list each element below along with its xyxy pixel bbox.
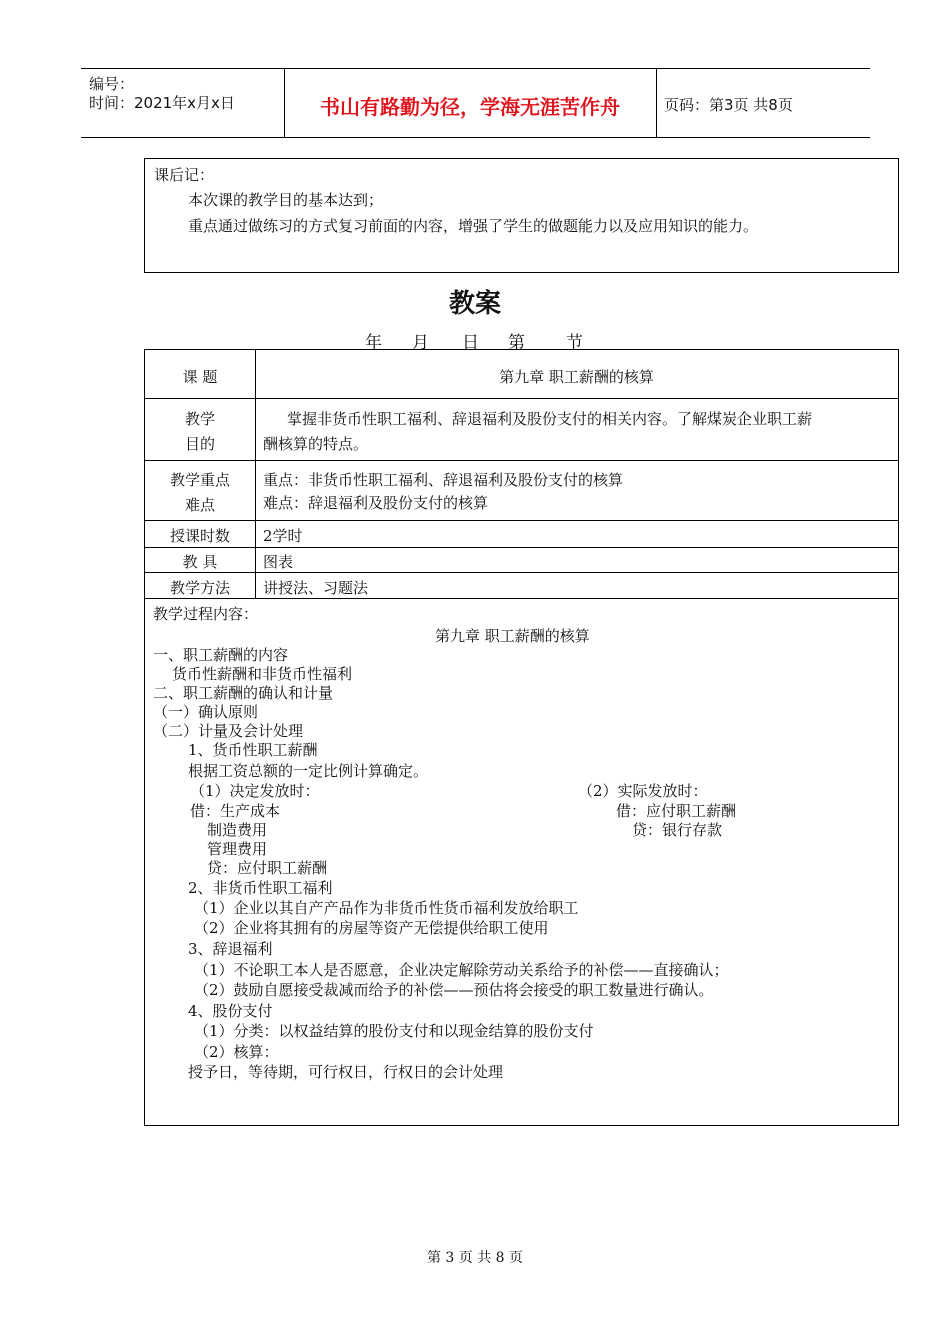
date-period: 第 [508,333,525,353]
point-1: 1、货币性职工薪酬 [188,741,318,759]
point-1c-right: 借：应付职工薪酬 [616,802,737,820]
page-header [81,68,870,138]
point-1c-left: 借：生产成本 [190,802,281,820]
point-1b-left: （1）决定发放时： [190,782,320,800]
point-4c: 授予日，等待期，可行权日，行权日的会计处理 [188,1063,504,1081]
point-1f: 贷：应付职工薪酬 [207,859,328,877]
header-meta-cell [81,69,285,137]
date-year: 年 [365,333,382,353]
topic-value: 第九章 职工薪酬的核算 [499,368,654,386]
point-1e: 管理费用 [207,840,268,858]
point-1d-right: 贷：银行存款 [632,821,723,839]
key-label-2: 难点 [184,496,215,514]
goal-line-1: 掌握非货币性职工福利、辞退福利及股份支付的相关内容。了解煤炭企业职工薪 [287,410,813,428]
point-4a: （1）分类：以权益结算的股份支付和以现金结算的股份支付 [194,1022,594,1040]
tools-value: 图表 [263,553,294,571]
tools-label: 教 具 [182,553,218,571]
section-1a: 货币性薪酬和非货币性福利 [172,665,353,683]
page-info: 页码：第3页 共8页 [664,96,793,114]
method-label: 教学方法 [169,579,230,597]
page-footer: 第 3 页 共 8 页 [426,1250,524,1266]
point-3: 3、辞退福利 [188,940,273,958]
point-1b-right: （2）实际发放时： [578,782,708,800]
point-3a: （1）不论职工本人是否愿意，企业决定解除劳动关系给予的补偿——直接确认； [194,961,729,979]
doc-title: 教案 [448,289,501,319]
date-section: 节 [566,333,583,353]
point-3b: （2）鼓励自愿接受裁减而给予的补偿——预估将会接受的职工数量进行确认。 [194,981,714,999]
goal-label-1: 教学 [184,410,215,428]
header-page-cell [656,69,870,137]
point-1d-left: 制造费用 [207,821,268,839]
point-2a: （1）企业以其自产产品作为非货币性货币福利发放给职工 [194,899,579,917]
section-1: 一、职工薪酬的内容 [153,646,289,664]
notes-line-1: 本次课的教学目的基本达到； [188,191,384,209]
section-2b: （二）计量及会计处理 [153,722,304,740]
date-month: 月 [412,333,429,353]
date-day: 日 [462,333,479,353]
lesson-plan-table [144,349,899,1126]
process-label: 教学过程内容： [153,605,259,623]
header-motto-cell [284,69,657,137]
point-2: 2、非货币性职工福利 [188,879,333,897]
motto: 书山有路勤为径，学海无涯苦作舟 [320,95,620,119]
section-2a: （一）确认原则 [153,703,259,721]
section-2: 二、职工薪酬的确认和计量 [153,684,334,702]
method-value: 讲授法、习题法 [263,579,369,597]
after-class-notes [144,158,899,273]
key-line-2: 难点：辞退福利及股份支付的核算 [263,494,489,512]
hours-label: 授课时数 [169,527,230,545]
notes-title: 课后记： [154,166,215,184]
goal-label-2: 目的 [184,435,215,453]
hours-value: 2学时 [263,527,303,545]
goal-line-2: 酬核算的特点。 [263,435,369,453]
point-4: 4、股份支付 [188,1002,273,1020]
key-label-1: 教学重点 [169,471,230,489]
number-label: 编号： [89,75,135,93]
key-line-1: 重点：非货币性职工福利、辞退福利及股份支付的核算 [263,471,624,489]
process-chapter: 第九章 职工薪酬的核算 [435,627,590,645]
point-1a: 根据工资总额的一定比例计算确定。 [188,762,429,780]
notes-line-2: 重点通过做练习的方式复习前面的内容，增强了学生的做题能力以及应用知识的能力。 [188,217,759,235]
point-2b: （2）企业将其拥有的房屋等资产无偿提供给职工使用 [194,919,549,937]
point-4b: （2）核算： [194,1043,279,1061]
topic-label: 课 题 [182,368,218,386]
time-label: 时间：2021年x月x日 [89,94,235,112]
